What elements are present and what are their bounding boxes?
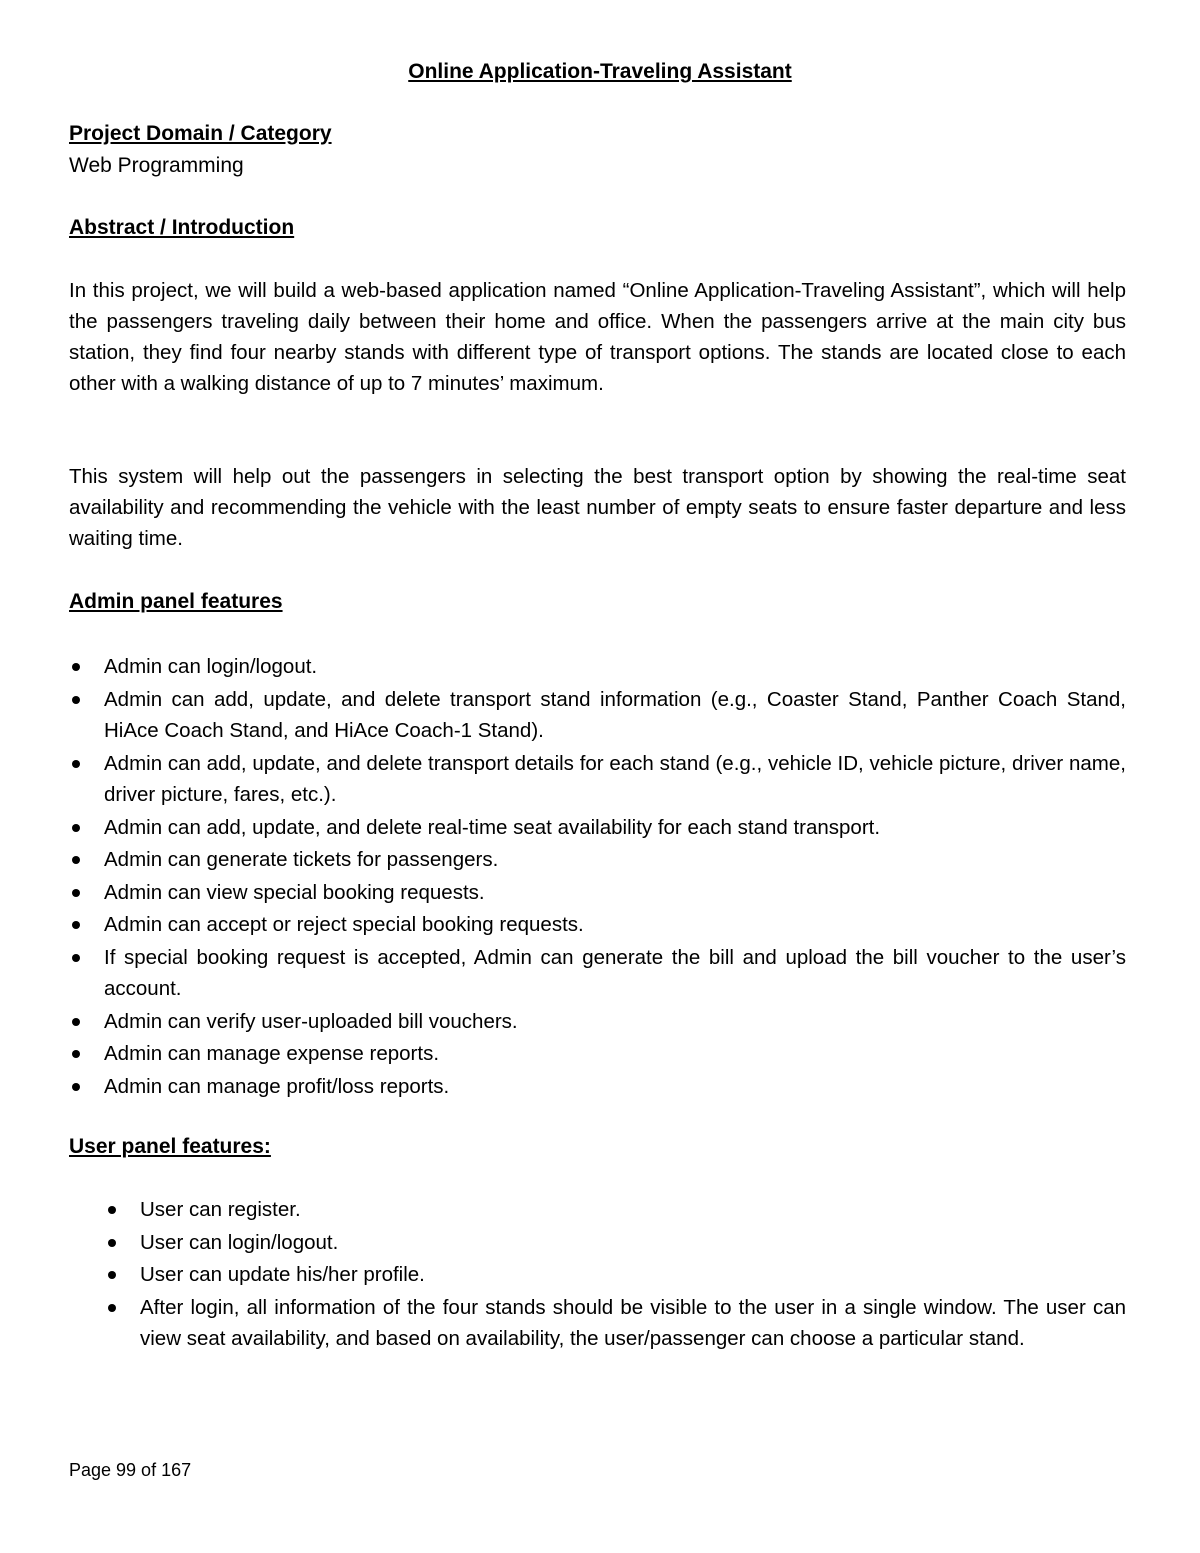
abstract-paragraph-2: This system will help out the passengers in selecting the best transport option by showing the real-time seat availability and recommending the vehicle with the least number of empty seats to ensure faster departure and less waiting time.: [69, 465, 1126, 550]
user-feature-text: After login, all information of the four stands should be visible to the user in a single window. The user can view seat availability, and based on availability, the user/passenger can choose a particular stand.: [140, 1295, 1126, 1350]
admin-feature-text: Admin can manage profit/loss reports.: [104, 1074, 450, 1098]
bullet-icon: [72, 1050, 80, 1058]
abstract-paragraph-1: In this project, we will build a web-based application named “Online Application-Traveling Assistant”, which will help the passengers traveling daily between their home and office. When the passengers arrive at the main city bus station, they find four nearby stands with different type of transport options. The stands are located close to each other with a walking distance of up to 7 minutes’ maximum.: [69, 279, 1126, 395]
admin-feature-text: Admin can login/logout.: [104, 655, 318, 678]
admin-feature-item: [104, 812, 1126, 844]
bullet-icon: [72, 760, 80, 768]
admin-feature-text: Admin can manage expense reports.: [104, 1042, 440, 1065]
admin-feature-text: Admin can add, update, and delete transport stand information (e.g., Coaster Stand, Panther Coach Stand, HiAce Coach Stand, and HiAce Coach-1 Stand).: [104, 687, 1126, 742]
admin-feature-item: [104, 1071, 1126, 1103]
admin-feature-item: [104, 748, 1126, 811]
admin-feature-text: Admin can verify user-uploaded bill vouchers.: [104, 1009, 518, 1033]
bullet-icon: [72, 856, 80, 864]
admin-feature-item: [104, 909, 1126, 941]
admin-feature-text: Admin can generate tickets for passengers.: [104, 848, 499, 871]
admin-feature-item: [104, 877, 1126, 909]
user-feature-list: [140, 1194, 1126, 1356]
user-feature-item: [140, 1194, 1126, 1226]
admin-feature-text: If special booking request is accepted, Admin can generate the bill and upload the bill voucher to the user’s account.: [104, 945, 1126, 1000]
bullet-icon: [108, 1206, 116, 1214]
admin-panel-heading: Admin panel features: [69, 590, 283, 613]
project-domain-value: Web Programming: [69, 154, 244, 177]
document-title: Online Application-Traveling Assistant: [408, 60, 792, 83]
project-domain-heading: Project Domain / Category: [69, 122, 332, 145]
user-feature-text: User can update his/her profile.: [140, 1263, 425, 1286]
bullet-icon: [72, 921, 80, 929]
bullet-icon: [108, 1239, 116, 1247]
bullet-icon: [108, 1271, 116, 1279]
user-feature-item: [140, 1227, 1126, 1259]
user-feature-item: [140, 1259, 1126, 1291]
bullet-icon: [72, 696, 80, 704]
bullet-icon: [72, 954, 80, 962]
admin-feature-item: [104, 942, 1126, 1005]
admin-feature-item: [104, 651, 1126, 683]
admin-feature-list: [104, 651, 1126, 1103]
bullet-icon: [108, 1304, 116, 1312]
abstract-heading: Abstract / Introduction: [69, 216, 295, 239]
admin-feature-text: Admin can add, update, and delete real-time seat availability for each stand transport.: [104, 815, 881, 839]
admin-feature-text: Admin can view special booking requests.: [104, 880, 485, 904]
user-feature-text: User can login/logout.: [140, 1230, 339, 1254]
admin-feature-text: Admin can accept or reject special booking requests.: [104, 913, 584, 936]
user-feature-text: User can register.: [140, 1198, 301, 1221]
user-panel-heading: User panel features:: [69, 1135, 271, 1158]
page-number: Page 99 of 167: [69, 1460, 192, 1480]
bullet-icon: [72, 824, 80, 832]
admin-feature-text: Admin can add, update, and delete transport details for each stand (e.g., vehicle ID, vehicle picture, driver name, driver picture, fares, etc.).: [104, 751, 1126, 806]
user-feature-item: [140, 1292, 1126, 1355]
bullet-icon: [72, 1018, 80, 1026]
admin-feature-item: [104, 684, 1126, 747]
admin-feature-item: [104, 1006, 1126, 1038]
bullet-icon: [72, 889, 80, 897]
admin-feature-item: [104, 1038, 1126, 1070]
bullet-icon: [72, 663, 80, 671]
admin-feature-item: [104, 844, 1126, 876]
bullet-icon: [72, 1083, 80, 1091]
